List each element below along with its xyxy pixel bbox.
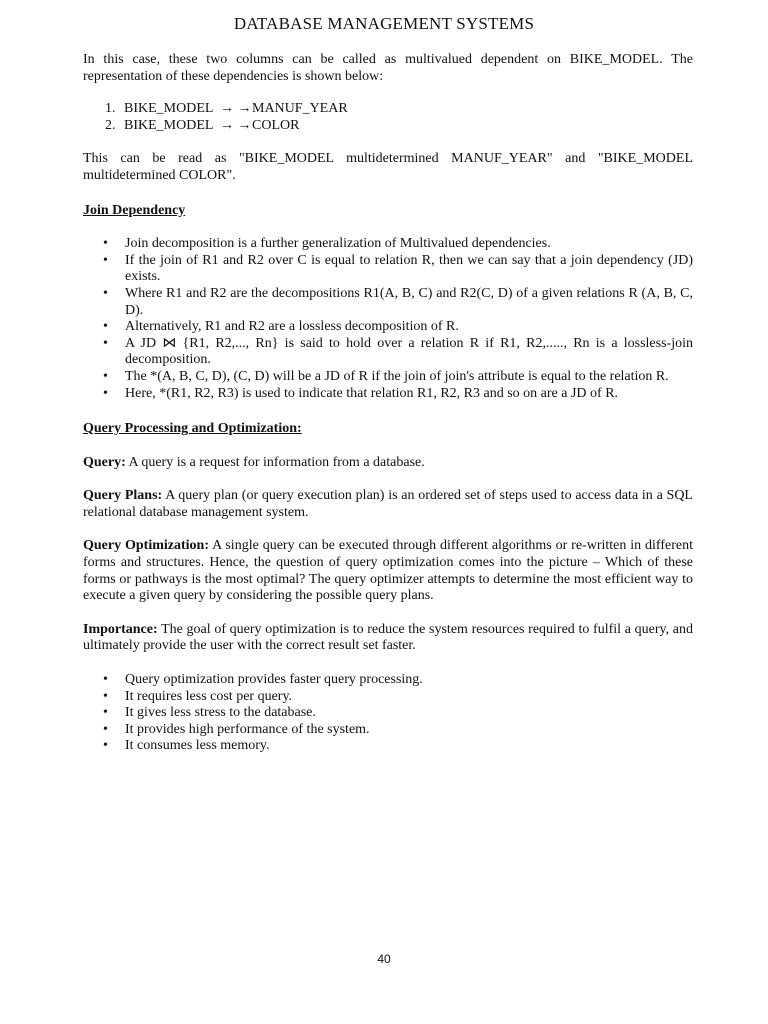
dependency-rhs: COLOR xyxy=(252,117,300,133)
multivalued-arrow-icon: → → xyxy=(220,117,252,133)
query-text: A query is a request for information from a database. xyxy=(125,454,425,470)
join-dependency-heading: Join Dependency xyxy=(83,202,186,218)
query-optimization-definition xyxy=(83,538,693,604)
dependency-rhs: MANUF_YEAR xyxy=(252,101,348,117)
page-content xyxy=(83,52,693,755)
importance-text: The goal of query optimization is to reduce the system resources required to fulfil a query, and ultimately provide the user with the correct result set faster. xyxy=(83,621,693,654)
query-processing-heading: Query Processing and Optimization: xyxy=(83,421,302,437)
list-item: • Here, *(R1, R2, R3) is used to indicate that relation R1, R2, R3 and so on are a JD of R. xyxy=(83,386,693,403)
query-optimization-label: Query Optimization: xyxy=(83,538,209,554)
page-number: 40 xyxy=(377,952,391,966)
list-item: • Join decomposition is a further generalization of Multivalued dependencies. xyxy=(83,236,693,253)
dependency-number: 2. xyxy=(105,117,116,133)
dependency-number: 1. xyxy=(105,101,116,117)
dependency-lhs: BIKE_MODEL xyxy=(124,101,214,117)
dependency-item xyxy=(83,118,693,135)
read-as-paragraph: This can be read as "BIKE_MODEL multidetermined MANUF_YEAR" and "BIKE_MODEL multidetermined COLOR". xyxy=(83,151,693,183)
dependency-list xyxy=(83,101,693,134)
list-item: • Query optimization provides faster query processing. xyxy=(83,672,693,689)
query-definition xyxy=(83,455,693,472)
query-plans-label: Query Plans: xyxy=(83,488,163,504)
multivalued-arrow-icon: → → xyxy=(220,101,252,117)
importance-definition xyxy=(83,622,693,655)
optimization-benefits-list xyxy=(83,672,693,755)
list-item: • If the join of R1 and R2 over C is equal to relation R, then we can say that a join dependency (JD) exists. xyxy=(83,253,693,286)
importance-label: Importance: xyxy=(83,621,158,637)
list-item: • It requires less cost per query. xyxy=(83,689,693,706)
query-plans-text: A query plan (or query execution plan) is an ordered set of steps used to access data in a SQL relational database management system. xyxy=(83,488,693,520)
join-dependency-list xyxy=(83,236,693,402)
query-label: Query: xyxy=(83,454,126,470)
dependency-lhs: BIKE_MODEL xyxy=(124,117,214,133)
list-item: • It gives less stress to the database. xyxy=(83,705,693,722)
intro-paragraph: In this case, these two columns can be called as multivalued dependent on BIKE_MODEL. The representation of these dependencies is shown below: xyxy=(83,52,693,84)
page-header: DATABASE MANAGEMENT SYSTEMS xyxy=(233,14,535,33)
list-item: • It consumes less memory. xyxy=(83,738,693,755)
list-item: • A JD ⋈ {R1, R2,..., Rn} is said to hold over a relation R if R1, R2,....., Rn is a lossless-join decomposition. xyxy=(83,336,693,369)
list-item: • The *(A, B, C, D), (C, D) will be a JD of R if the join of join's attribute is equal to the relation R. xyxy=(83,369,693,386)
query-plans-definition xyxy=(83,488,693,521)
list-item: • Where R1 and R2 are the decompositions R1(A, B, C) and R2(C, D) of a given relations R (A, B, C, D). xyxy=(83,286,693,319)
list-item: • It provides high performance of the system. xyxy=(83,722,693,739)
dependency-item xyxy=(83,101,693,118)
query-optimization-text: A single query can be executed through different algorithms or re-written in different forms and structures. Hence, the question of query optimization comes into the picture – Which of these forms or pathways is the most optimal? The query optimizer attempts to determine the most efficient way to execute a given query by considering the possible query plans. xyxy=(83,538,693,604)
list-item: • Alternatively, R1 and R2 are a lossless decomposition of R. xyxy=(83,319,693,336)
